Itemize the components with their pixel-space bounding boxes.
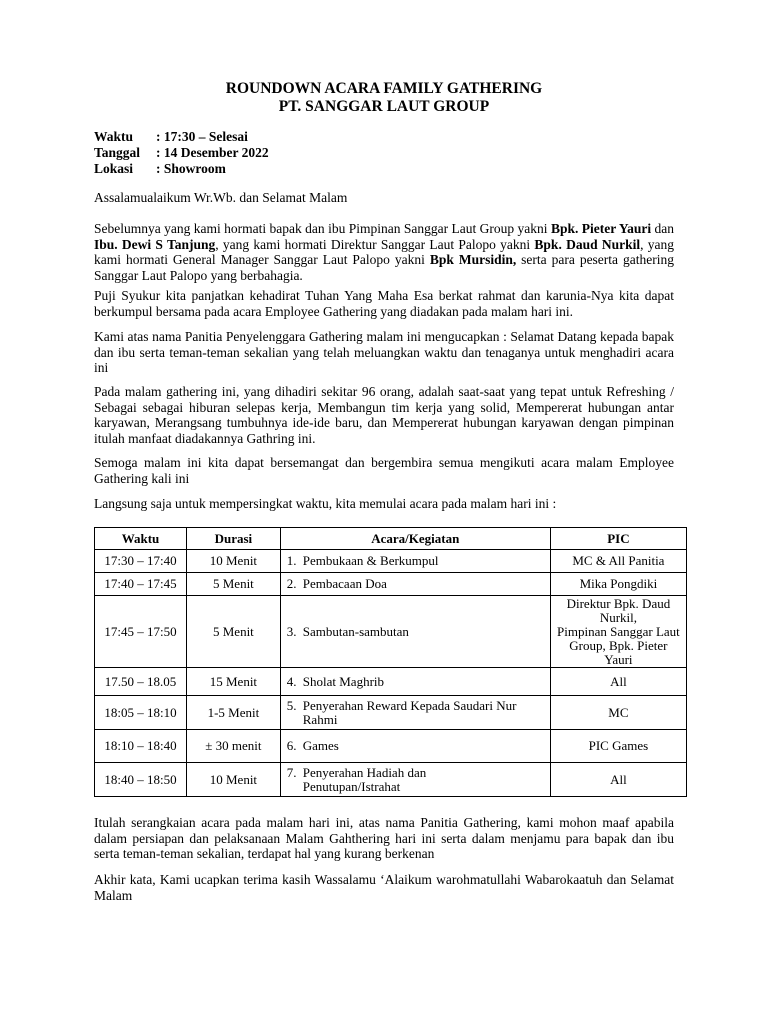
- cell-pic: All: [550, 668, 686, 696]
- closing-paragraph: Akhir kata, Kami ucapkan terima kasih Wassalamu ‘Alaikum warohmatullahi Wabarokaatuh dan Selamat Malam: [94, 872, 674, 903]
- item-text: Pembacaan Doa: [302, 576, 387, 591]
- name-daud: Bpk. Daud Nurkil: [534, 236, 641, 252]
- name-dewi: Ibu. Dewi S Tanjung: [94, 236, 216, 252]
- pic-line: Yauri: [604, 651, 633, 667]
- item-text: Games: [302, 738, 339, 753]
- item-number: 1.: [286, 553, 297, 568]
- table-row: [95, 763, 687, 797]
- text: Sebelumnya yang kami hormati bapak dan ibu Pimpinan Sanggar Laut Group yakni: [94, 221, 551, 236]
- text: , yang kami hormati General Manager Sanggar Laut Palopo yakni: [94, 236, 675, 268]
- item-number: 4.: [286, 673, 297, 689]
- document-title: ROUNDOWN ACARA FAMILY GATHERING: [225, 80, 543, 97]
- gratitude-paragraph: Puji Syukur kita panjatkan kehadirat Tuhan Yang Maha Esa berkat rahmat dan karunia-Nya kita dapat berkumpul bersama pada acara Employee Gathering yang diadakan pada malam hari ini.: [94, 288, 674, 319]
- cell-pic: Mika Pongdiki: [550, 573, 686, 596]
- text: dan: [651, 221, 674, 236]
- item-number: 7.: [286, 764, 297, 780]
- cell-durasi: ± 30 menit: [187, 730, 281, 763]
- cell-acara: [280, 550, 550, 573]
- table-row: [95, 596, 687, 668]
- cell-acara: [280, 668, 550, 696]
- meta-key: Lokasi: [94, 161, 134, 176]
- table-row: [95, 696, 687, 730]
- cell-waktu: 17:30 – 17:40: [95, 550, 187, 573]
- pic-line: Nurkil,: [599, 609, 638, 625]
- table-row: [95, 668, 687, 696]
- cell-pic: [550, 596, 686, 668]
- closing-apology-paragraph: Itulah serangkaian acara pada malam hari ini, atas nama Panitia Gathering, kami mohon maaf apabila dalam persiapan dan pelaksanaan Malam Gahthering hari ini serta dalam menjamu para bapak dan ibu serta teman-teman sekalian, terdapat hal yang kurang berkenan: [94, 815, 674, 862]
- item-text: Sholat Maghrib: [302, 673, 385, 689]
- hope-paragraph: Semoga malam ini kita dapat bersemangat dan bergembira semua mengikuti acara malam Employee Gathering kali ini: [94, 455, 674, 486]
- cell-acara: [280, 573, 550, 596]
- pic-line: Pimpinan Sanggar Laut: [557, 623, 680, 639]
- header-pic: PIC: [550, 528, 686, 550]
- pic-line: Direktur Bpk. Daud: [566, 595, 671, 611]
- table-row: [95, 550, 687, 573]
- item-number: 6.: [286, 738, 297, 753]
- intro-paragraph: Langsung saja untuk mempersingkat waktu, kita memulai acara pada malam hari ini :: [94, 496, 557, 511]
- item-number: 3.: [286, 623, 297, 639]
- item-text: Penyerahan Hadiah dan Penutupan/Istrahat: [302, 764, 427, 794]
- table-row: [95, 573, 687, 596]
- welcome-paragraph: Kami atas nama Panitia Penyelenggara Gathering malam ini mengucapkan : Selamat Datang kepada bapak dan ibu serta teman-teman sekalian yang telah meluangkan waktu dan tenaganya untuk menghadiri acara ini: [94, 329, 674, 376]
- cell-acara: [280, 696, 550, 730]
- cell-acara: [280, 596, 550, 668]
- item-text: Sambutan-sambutan: [302, 623, 409, 639]
- cell-durasi: 5 Menit: [187, 596, 281, 668]
- cell-waktu: 18:40 – 18:50: [95, 763, 187, 797]
- meta-row-waktu: [94, 129, 269, 145]
- cell-waktu: 17.50 – 18.05: [95, 668, 187, 696]
- cell-durasi: 10 Menit: [187, 763, 281, 797]
- cell-acara: [280, 730, 550, 763]
- cell-waktu: 18:10 – 18:40: [95, 730, 187, 763]
- cell-durasi: 10 Menit: [187, 550, 281, 573]
- cell-pic: All: [550, 763, 686, 797]
- header-durasi: Durasi: [187, 528, 281, 550]
- cell-waktu: 17:40 – 17:45: [95, 573, 187, 596]
- purpose-paragraph: Pada malam gathering ini, yang dihadiri sekitar 96 orang, adalah saat-saat yang tepat untuk Refreshing / Sebagai sebagai hiburan selepas kerja, Membangun tim kerja yang solid, Mempererat hubungan antar karyawan, Merangsang tumbuhnya ide-ide baru, dan Mempererat hubungan karyawan dengan pimpinan itulah manfaat diadakannya Gathring ini.: [94, 384, 674, 446]
- item-text: Penyerahan Reward Kepada Saudari Nur Rahmi: [302, 697, 517, 727]
- pic-line: Group, Bpk. Pieter: [569, 637, 668, 653]
- event-details: [94, 129, 269, 177]
- cell-waktu: 17:45 – 17:50: [95, 596, 187, 668]
- name-mursidin: Bpk Mursidin,: [429, 252, 517, 268]
- company-name: PT. SANGGAR LAUT GROUP: [278, 98, 490, 115]
- text: , yang kami hormati Direktur Sanggar Laut Palopo yakni: [215, 236, 535, 252]
- meta-row-lokasi: [94, 161, 269, 177]
- item-number: 2.: [286, 576, 297, 591]
- greeting-paragraph: Assalamualaikum Wr.Wb. dan Selamat Malam: [94, 190, 348, 205]
- meta-key: Waktu: [94, 129, 134, 144]
- rundown-table: [94, 527, 687, 797]
- cell-durasi: 15 Menit: [187, 668, 281, 696]
- meta-value: : 17:30 – Selesai: [156, 129, 248, 144]
- table-row: [95, 730, 687, 763]
- table-header-row: [95, 528, 687, 550]
- meta-value: : Showroom: [156, 161, 226, 176]
- cell-pic: MC: [550, 696, 686, 730]
- cell-waktu: 18:05 – 18:10: [95, 696, 187, 730]
- cell-pic: MC & All Panitia: [550, 550, 686, 573]
- meta-value: : 14 Desember 2022: [156, 145, 269, 160]
- cell-durasi: 1-5 Menit: [187, 696, 281, 730]
- meta-key: Tanggal: [94, 145, 141, 160]
- name-pieter: Bpk. Pieter Yauri: [550, 221, 652, 236]
- meta-row-tanggal: [94, 145, 269, 161]
- cell-pic: PIC Games: [550, 730, 686, 763]
- item-number: 5.: [286, 697, 297, 713]
- header-acara: Acara/Kegiatan: [280, 528, 550, 550]
- cell-acara: [280, 763, 550, 797]
- text: serta para peserta gathering Sanggar Laut Palopo yang berbahagia.: [94, 252, 674, 283]
- item-text: Pembukaan & Berkumpul: [302, 553, 439, 568]
- header-waktu: Waktu: [95, 528, 187, 550]
- cell-durasi: 5 Menit: [187, 573, 281, 596]
- respect-paragraph: [94, 221, 674, 283]
